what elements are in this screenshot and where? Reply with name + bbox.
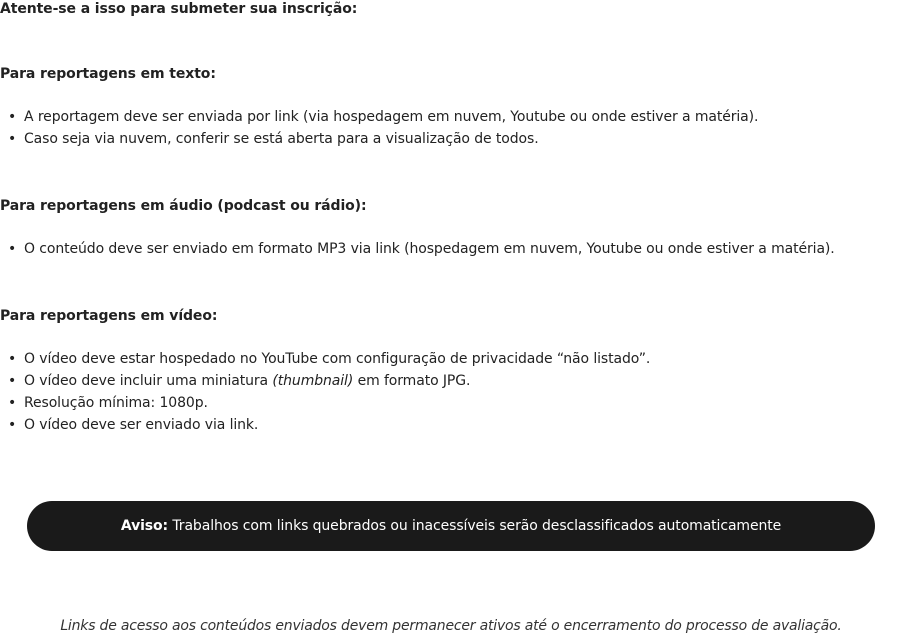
text-requirements-list bbox=[0, 106, 758, 150]
list-item-text: em formato JPG. bbox=[353, 373, 471, 389]
list-item: • A reportagem deve ser enviada por link (via hospedagem em nuvem, Youtube ou onde estiver a matéria). bbox=[0, 106, 758, 128]
list-item bbox=[0, 370, 650, 392]
intro-heading: Atente-se a isso para submeter sua inscrição: bbox=[0, 1, 358, 17]
list-item: • O vídeo deve estar hospedado no YouTube com configuração de privacidade “não listado”. bbox=[0, 348, 650, 370]
list-item: • O vídeo deve ser enviado via link. bbox=[0, 414, 650, 436]
warning-label: Aviso: bbox=[120, 518, 169, 534]
list-item-text: O vídeo deve incluir uma miniatura bbox=[24, 373, 273, 389]
audio-requirements-list bbox=[0, 238, 835, 260]
section-heading-text: Para reportagens em texto: bbox=[0, 66, 216, 82]
thumbnail-term: (thumbnail) bbox=[272, 373, 354, 389]
warning-text: Trabalhos com links quebrados ou inacessíveis serão desclassificados automaticamente bbox=[168, 518, 782, 534]
section-heading-audio: Para reportagens em áudio (podcast ou rádio): bbox=[0, 198, 367, 214]
section-heading-video: Para reportagens em vídeo: bbox=[0, 308, 218, 324]
list-item: • O conteúdo deve ser enviado em formato MP3 via link (hospedagem em nuvem, Youtube ou onde estiver a matéria). bbox=[0, 238, 835, 260]
video-requirements-list bbox=[0, 348, 650, 436]
footer-note: Links de acesso aos conteúdos enviados devem permanecer ativos até o encerramento do processo de avaliação. bbox=[60, 618, 842, 634]
list-item: • Resolução mínima: 1080p. bbox=[0, 392, 650, 414]
warning-banner bbox=[27, 501, 875, 551]
list-item: • Caso seja via nuvem, conferir se está aberta para a visualização de todos. bbox=[0, 128, 758, 150]
